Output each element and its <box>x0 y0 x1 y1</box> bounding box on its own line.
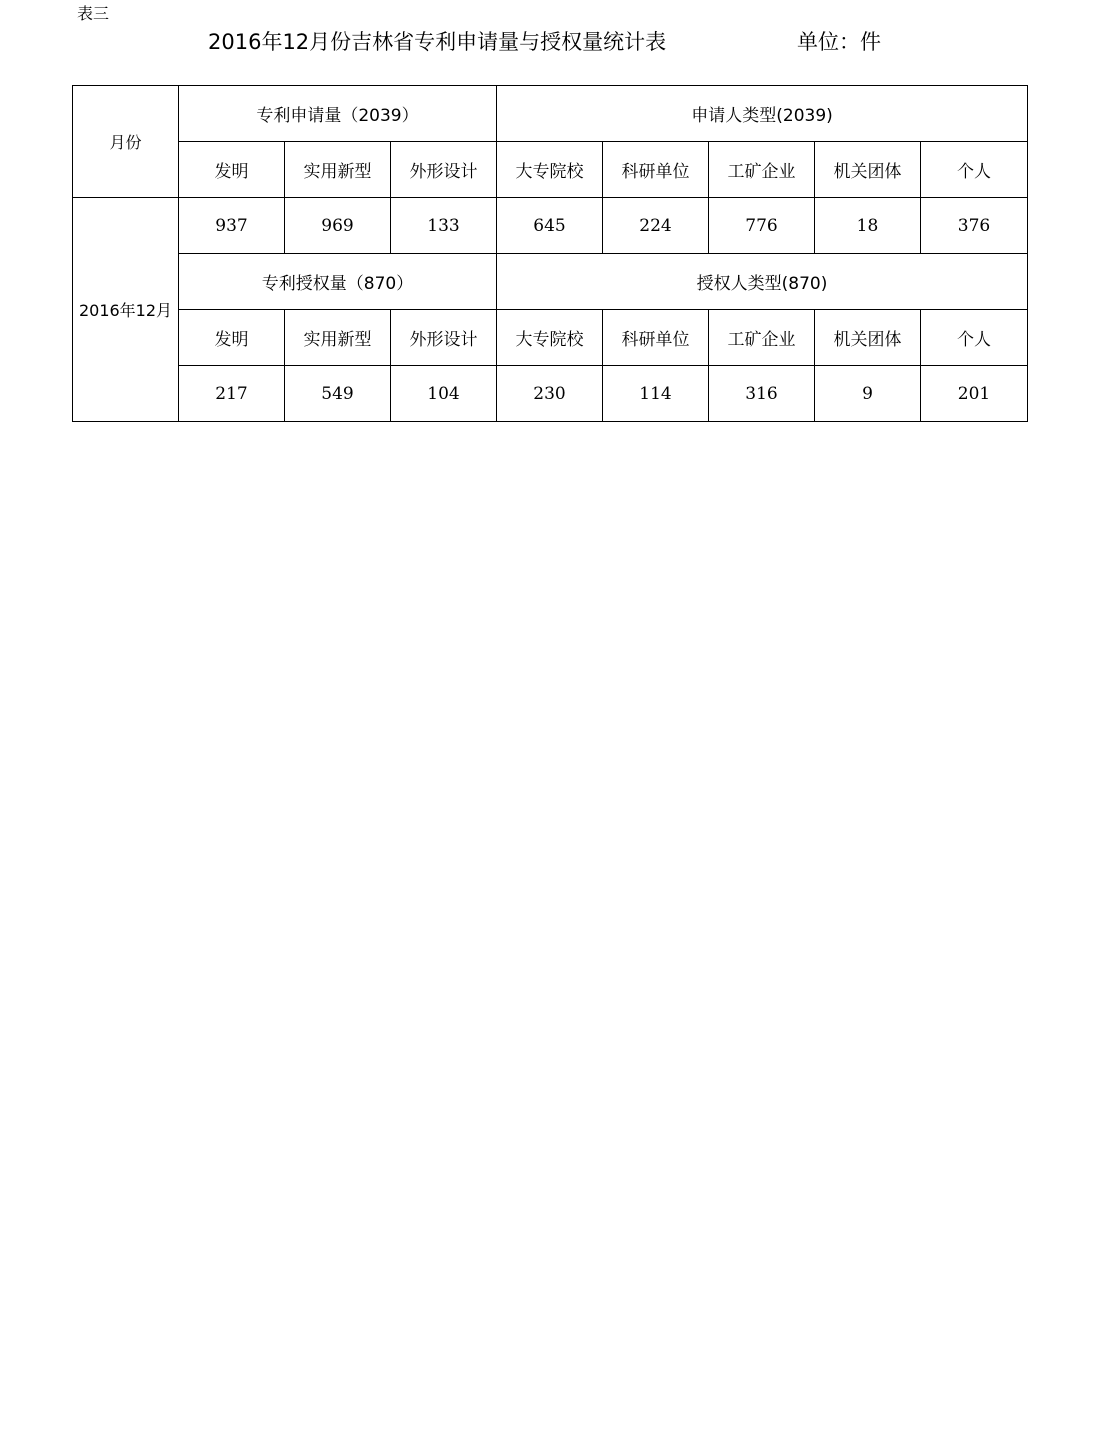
table-cell: 376 <box>921 198 1028 254</box>
table-row <box>73 198 1028 254</box>
table-cell: 104 <box>391 366 497 422</box>
table-cell: 114 <box>603 366 709 422</box>
table-cell: 217 <box>179 366 285 422</box>
table-label: 表三 <box>77 4 110 23</box>
patent-stats-table <box>72 85 1028 422</box>
table-cell: 549 <box>285 366 391 422</box>
column-header: 工矿企业 <box>709 310 815 366</box>
page-title: 2016年12月份吉林省专利申请量与授权量统计表 <box>208 30 667 54</box>
table-cell: 133 <box>391 198 497 254</box>
grantee-type-group-header: 授权人类型(870) <box>497 254 1028 310</box>
table-cell: 224 <box>603 198 709 254</box>
unit-label: 单位：件 <box>797 30 881 54</box>
column-header: 科研单位 <box>603 142 709 198</box>
table-row <box>73 254 1028 310</box>
table-row <box>73 142 1028 198</box>
column-header: 科研单位 <box>603 310 709 366</box>
column-header: 工矿企业 <box>709 142 815 198</box>
column-header: 发明 <box>179 142 285 198</box>
table-cell: 937 <box>179 198 285 254</box>
table-cell: 18 <box>815 198 921 254</box>
table-cell: 645 <box>497 198 603 254</box>
month-value: 2016年12月 <box>73 198 179 422</box>
table-cell: 201 <box>921 366 1028 422</box>
column-header: 发明 <box>179 310 285 366</box>
table-row <box>73 86 1028 142</box>
grant-group-header: 专利授权量（870） <box>179 254 497 310</box>
table-row <box>73 366 1028 422</box>
column-header: 外形设计 <box>391 310 497 366</box>
column-header: 外形设计 <box>391 142 497 198</box>
table-cell: 969 <box>285 198 391 254</box>
table-cell: 776 <box>709 198 815 254</box>
column-header: 机关团体 <box>815 142 921 198</box>
table-cell: 9 <box>815 366 921 422</box>
column-header: 实用新型 <box>285 142 391 198</box>
column-header: 个人 <box>921 142 1028 198</box>
application-group-header: 专利申请量（2039） <box>179 86 497 142</box>
applicant-type-group-header: 申请人类型(2039) <box>497 86 1028 142</box>
column-header: 实用新型 <box>285 310 391 366</box>
table-row <box>73 310 1028 366</box>
column-header: 大专院校 <box>497 142 603 198</box>
column-header: 大专院校 <box>497 310 603 366</box>
month-header: 月份 <box>73 86 179 198</box>
column-header: 个人 <box>921 310 1028 366</box>
column-header: 机关团体 <box>815 310 921 366</box>
table-cell: 316 <box>709 366 815 422</box>
table-cell: 230 <box>497 366 603 422</box>
